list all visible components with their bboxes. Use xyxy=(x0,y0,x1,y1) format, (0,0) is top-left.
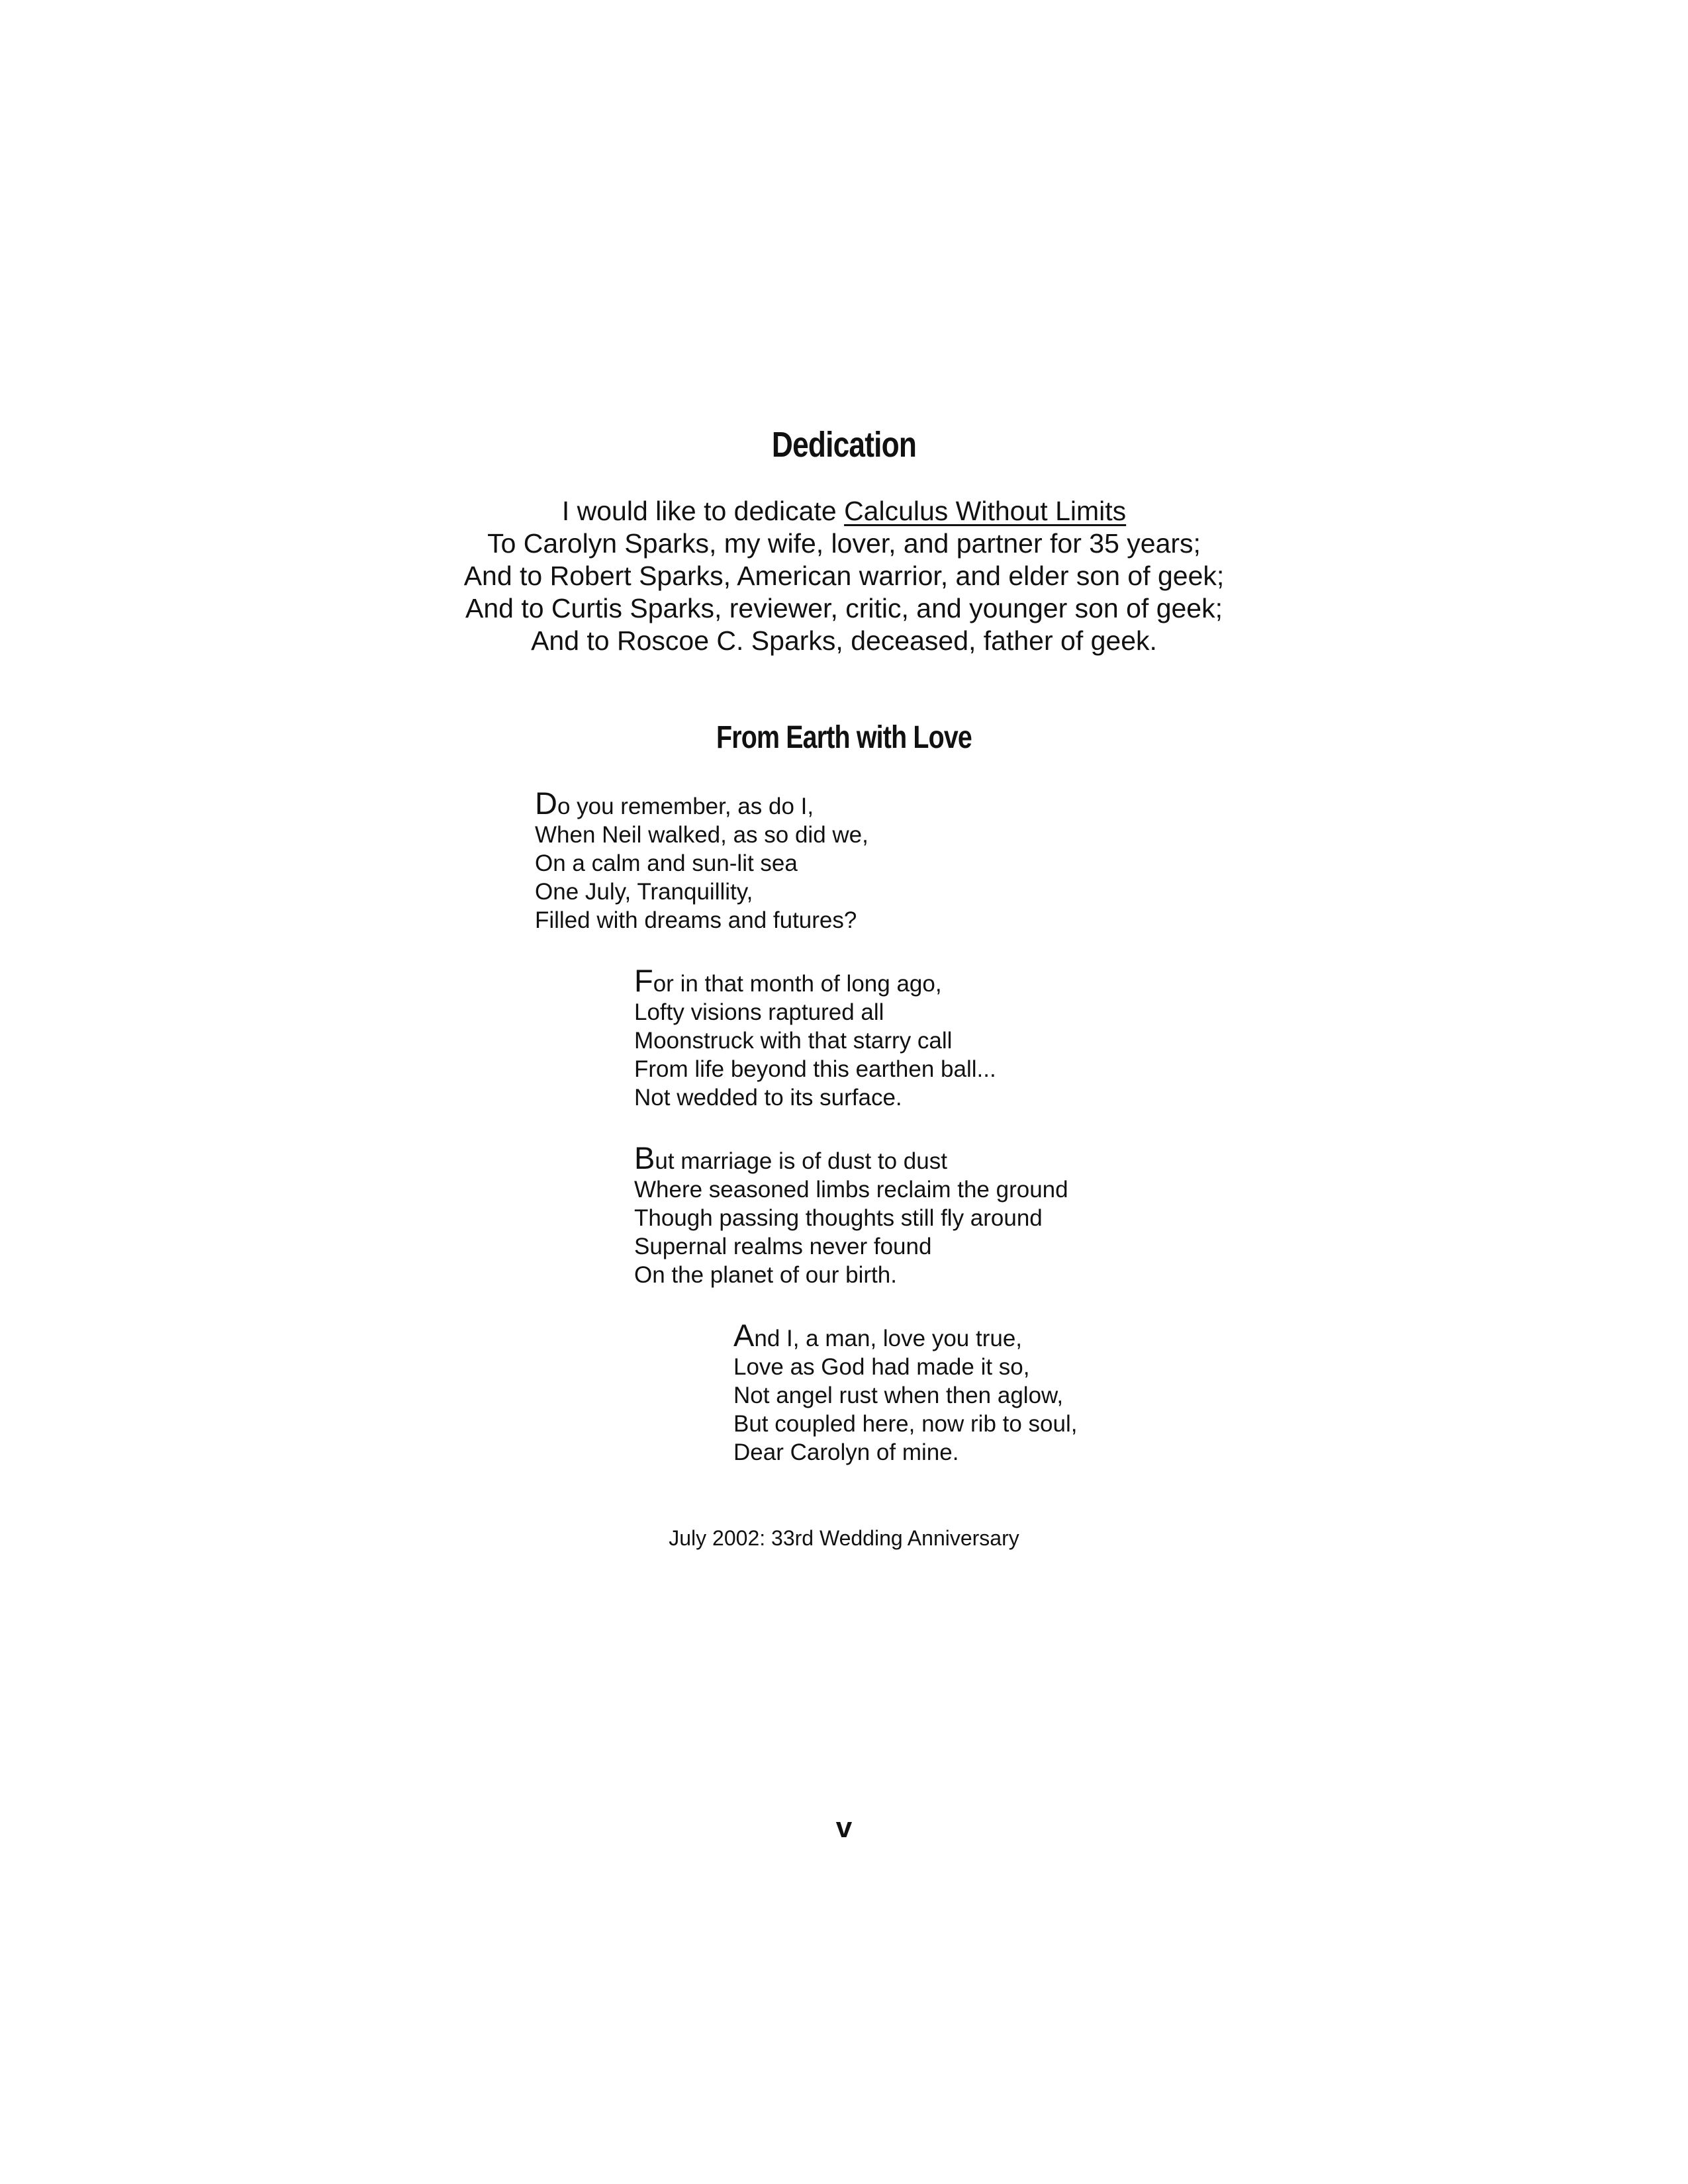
poem-line: Dear Carolyn of mine. xyxy=(733,1439,959,1465)
poem-stanza-1 xyxy=(535,786,868,934)
poem-line: On the planet of our birth. xyxy=(634,1262,897,1288)
stanza-initial-letter: B xyxy=(634,1140,655,1175)
dedication-line: And to Roscoe C. Sparks, deceased, father of geek. xyxy=(531,625,1157,656)
stanza-initial-letter: A xyxy=(733,1318,755,1353)
poem-line: Though passing thoughts still fly around xyxy=(634,1205,1043,1231)
dedication-line: And to Robert Sparks, American warrior, and elder son of geek; xyxy=(463,561,1225,591)
poem-stanza-4 xyxy=(733,1318,1078,1467)
stanza-first-line-rest: ut marriage is of dust to dust xyxy=(655,1148,947,1174)
poem-line: When Neil walked, as so did we, xyxy=(535,822,868,848)
dedication-intro-prefix: I would like to dedicate xyxy=(561,496,845,526)
poem-stanza-3 xyxy=(634,1140,1068,1289)
dedication-title: Dedication xyxy=(771,425,917,465)
poem-line: On a calm and sun-lit sea xyxy=(535,850,798,876)
stanza-first-line xyxy=(634,1140,1068,1175)
dedication-intro-line xyxy=(0,495,1688,527)
dedication-line: To Carolyn Sparks, my wife, lover, and partner for 35 years; xyxy=(487,528,1201,559)
poem-line: Filled with dreams and futures? xyxy=(535,907,857,933)
page-number: v xyxy=(835,1811,853,1844)
stanza-first-line-rest: or in that month of long ago, xyxy=(653,971,942,997)
poem-line: But coupled here, now rib to soul, xyxy=(733,1411,1078,1437)
stanza-first-line-rest: nd I, a man, love you true, xyxy=(754,1326,1023,1351)
stanza-initial-letter: F xyxy=(634,963,653,998)
stanza-first-line xyxy=(634,963,996,998)
stanza-initial-letter: D xyxy=(535,786,557,821)
stanza-first-line xyxy=(733,1318,1077,1353)
poem-date-note: July 2002: 33rd Wedding Anniversary xyxy=(669,1526,1019,1550)
book-title: Calculus Without Limits xyxy=(844,496,1127,526)
poem-line: Not angel rust when then aglow, xyxy=(733,1383,1064,1408)
poem-line: From life beyond this earthen ball... xyxy=(634,1056,996,1082)
dedication-line: And to Curtis Sparks, reviewer, critic, and younger son of geek; xyxy=(465,593,1223,623)
dedication-text xyxy=(0,495,1688,657)
stanza-first-line xyxy=(535,786,868,821)
poem-line: One July, Tranquillity, xyxy=(535,879,753,905)
poem-line: Love as God had made it so, xyxy=(733,1354,1030,1380)
stanza-first-line-rest: o you remember, as do I, xyxy=(557,794,814,819)
poem-line: Lofty visions raptured all xyxy=(634,999,884,1025)
poem-line: Supernal realms never found xyxy=(634,1234,932,1259)
poem-title: From Earth with Love xyxy=(716,720,972,755)
poem-line: Moonstruck with that starry call xyxy=(634,1028,953,1054)
poem-line: Not wedded to its surface. xyxy=(634,1085,902,1111)
poem-stanza-2 xyxy=(634,963,996,1112)
poem-line: Where seasoned limbs reclaim the ground xyxy=(634,1177,1068,1203)
